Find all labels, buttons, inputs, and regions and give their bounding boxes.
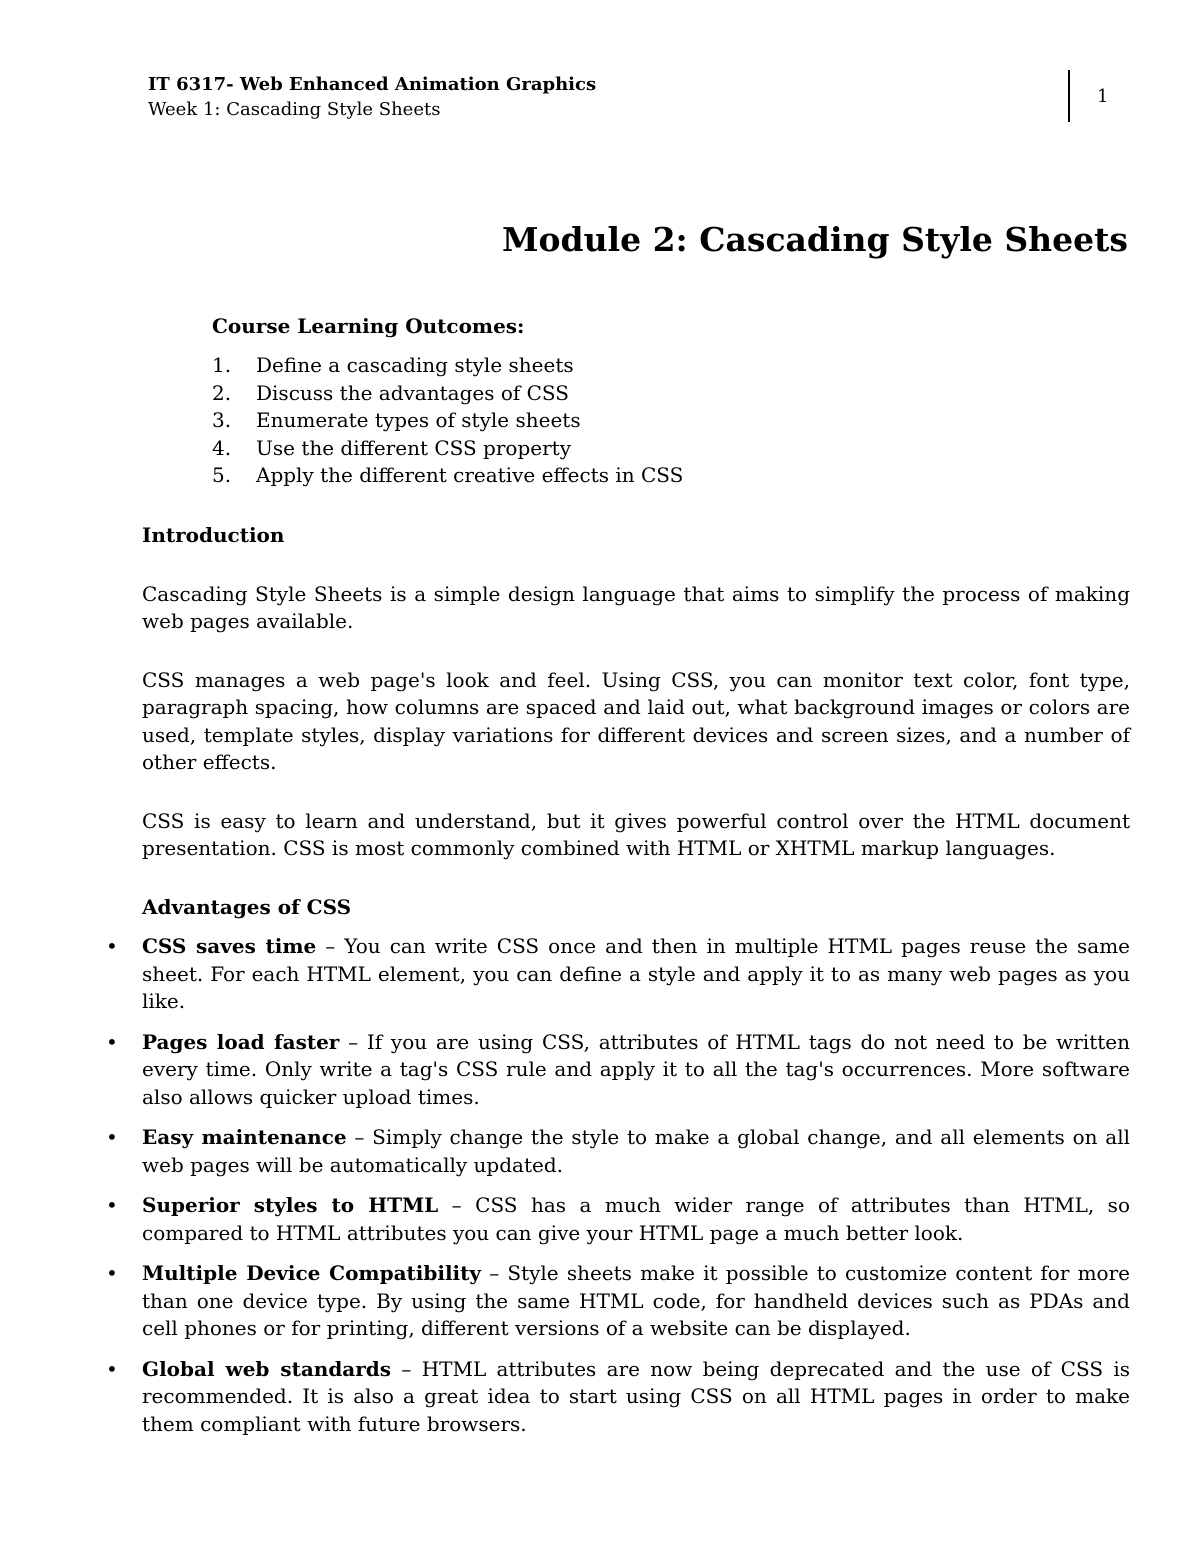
intro-paragraph: CSS is easy to learn and understand, but it gives powerful control over the HTML document presentation. CSS is most commonly combined with HTML or XHTML markup languages. [142,808,1130,860]
advantage-term: Global web standards [142,1356,392,1381]
advantage-text: – You can write CSS once and then in multiple HTML pages reuse the same sheet. For each HTML element, you can define a style and apply it to as many web pages as you like. [142,934,1130,1013]
bullet-icon: • [106,1193,118,1217]
main-content [106,522,1131,1451]
advantage-term: Superior styles to HTML [142,1193,439,1217]
course-title: IT 6317- Web Enhanced Animation Graphics [148,74,597,95]
outcome-text: Define a cascading style sheets [256,353,574,377]
outcomes-list [212,352,683,490]
outcome-item [212,380,683,408]
bullet-icon: • [106,1125,118,1149]
outcome-number: 3. [212,408,232,432]
advantage-item [106,1124,1131,1179]
advantage-item [106,1029,1130,1112]
advantage-item [106,1192,1130,1247]
intro-paragraph: CSS manages a web page's look and feel. Using CSS, you can monitor text color, font type, paragraph spacing, how columns are spaced and laid out, what background images or colors are used, template styles, display variations for different devices and screen sizes, and a number of other effects. [142,667,1130,774]
advantage-text: – CSS has a much wider range of attributes than HTML, so compared to HTML attributes you can give your HTML page a much better look. [142,1193,1130,1245]
outcome-number: 1. [212,353,232,377]
advantage-term: Pages load faster [142,1029,340,1054]
week-title: Week 1: Cascading Style Sheets [148,99,441,120]
outcome-number: 2. [212,380,232,405]
outcome-number: 5. [212,463,232,487]
advantage-item [106,933,1130,1016]
module-title: Module 2: Cascading Style Sheets [501,220,1128,259]
outcome-text: Apply the different creative effects in CSS [256,463,684,487]
outcome-text: Enumerate types of style sheets [256,408,581,432]
bullet-icon: • [106,934,118,958]
advantage-text: – Simply change the style to make a global change, and all elements on all web pages will be automatically updated. [142,1125,1131,1177]
outcome-text: Use the different CSS property [256,435,571,460]
outcome-number: 4. [212,435,232,460]
outcome-item [212,435,683,463]
outcome-item [212,407,683,435]
header-divider [1068,70,1070,122]
outcome-text: Discuss the advantages of CSS [256,380,569,405]
advantage-term: Easy maintenance [142,1125,347,1149]
advantages-list [106,933,1131,1438]
advantage-term: CSS saves time [142,934,317,958]
advantages-heading: Advantages of CSS [142,894,352,919]
outcome-item [212,352,683,380]
advantage-text: – Style sheets make it possible to customize content for more than one device type. By using the same HTML code, for handheld devices such as PDAs and cell phones or for printing, different versions of a website can be displayed. [142,1261,1130,1340]
outcomes-heading: Course Learning Outcomes: [212,314,525,338]
outcome-item [212,462,683,490]
advantage-text: – HTML attributes are now being deprecated and the use of CSS is recommended. It is also a great idea to start using CSS on all HTML pages in order to make them compliant with future browsers. [142,1356,1131,1436]
bullet-icon: • [106,1356,118,1381]
intro-paragraph: Cascading Style Sheets is a simple design language that aims to simplify the process of making web pages available. [142,581,1130,633]
introduction-heading: Introduction [142,523,285,547]
page-number: 1 [1097,86,1109,107]
bullet-icon: • [106,1029,118,1054]
advantage-text: – If you are using CSS, attributes of HTML tags do not need to be written every time. Only write a tag's CSS rule and apply it to all the tag's occurrences. More software also allows quicker upload times. [142,1029,1130,1109]
page-header [148,72,596,122]
bullet-icon: • [106,1261,118,1285]
advantage-term: Multiple Device Compatibility [142,1261,482,1285]
advantage-item [106,1356,1131,1439]
advantage-item [106,1260,1130,1343]
